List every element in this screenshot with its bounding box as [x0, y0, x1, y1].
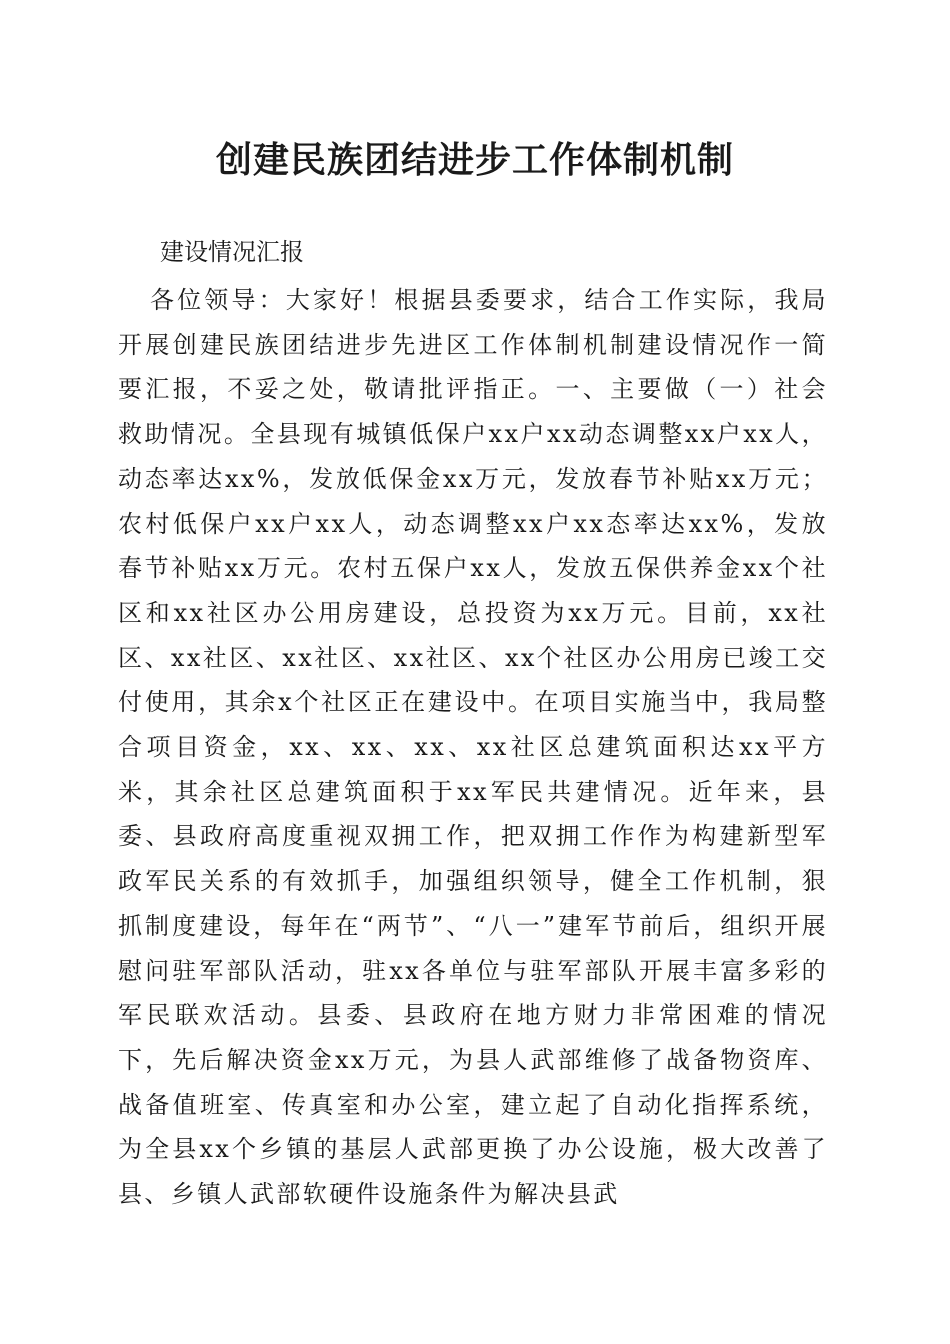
document-title: 创建民族团结进步工作体制机制 — [215, 139, 734, 181]
document-body-paragraph: 各位领导：大家好！根据县委要求，结合工作实际，我局开展创建民族团结进步先进区工作体制机制建设情况作一简要汇报，不妥之处，敬请批评指正。一、主要做（一）社会救助情况。全县现有城镇低保户xx户xx动态调整xx户xx人，动态率达xx%，发放低保金xx万元，发放春节补贴xx万元；农村低保户xx户xx人，动态调整xx户xx态率达xx%，发放春节补贴xx万元。农村五保户xx人，发放五保供养金xx个社区和xx社区办公用房建设，总投资为xx万元。目前，xx社区、xx社区、xx社区、xx社区、xx个社区办公用房已竣工交付使用，其余x个社区正在建设中。在项目实施当中，我局整合项目资金，xx、xx、xx、xx社区总建筑面积达xx平方米，其余社区总建筑面积于xx军民共建情况。近年来，县委、县政府高度重视双拥工作，把双拥工作作为构建新型军政军民关系的有效抓手，加强组织领导，健全工作机制，狠抓制度建设，每年在“两节”、“八一”建军节前后，组织开展慰问驻军部队活动，驻xx各单位与驻军部队开展丰富多彩的军民联欢活动。县委、县政府在地方财力非常困难的情况下，先后解决资金xx万元，为县人武部维修了战备物资库、战备值班室、传真室和办公室，建立起了自动化指挥系统，为全县xx个乡镇的基层人武部更换了办公设施，极大改善了县、乡镇人武部软硬件设施条件为解决县武 — [118, 286, 828, 1209]
document-subtitle: 建设情况汇报 — [160, 238, 304, 266]
